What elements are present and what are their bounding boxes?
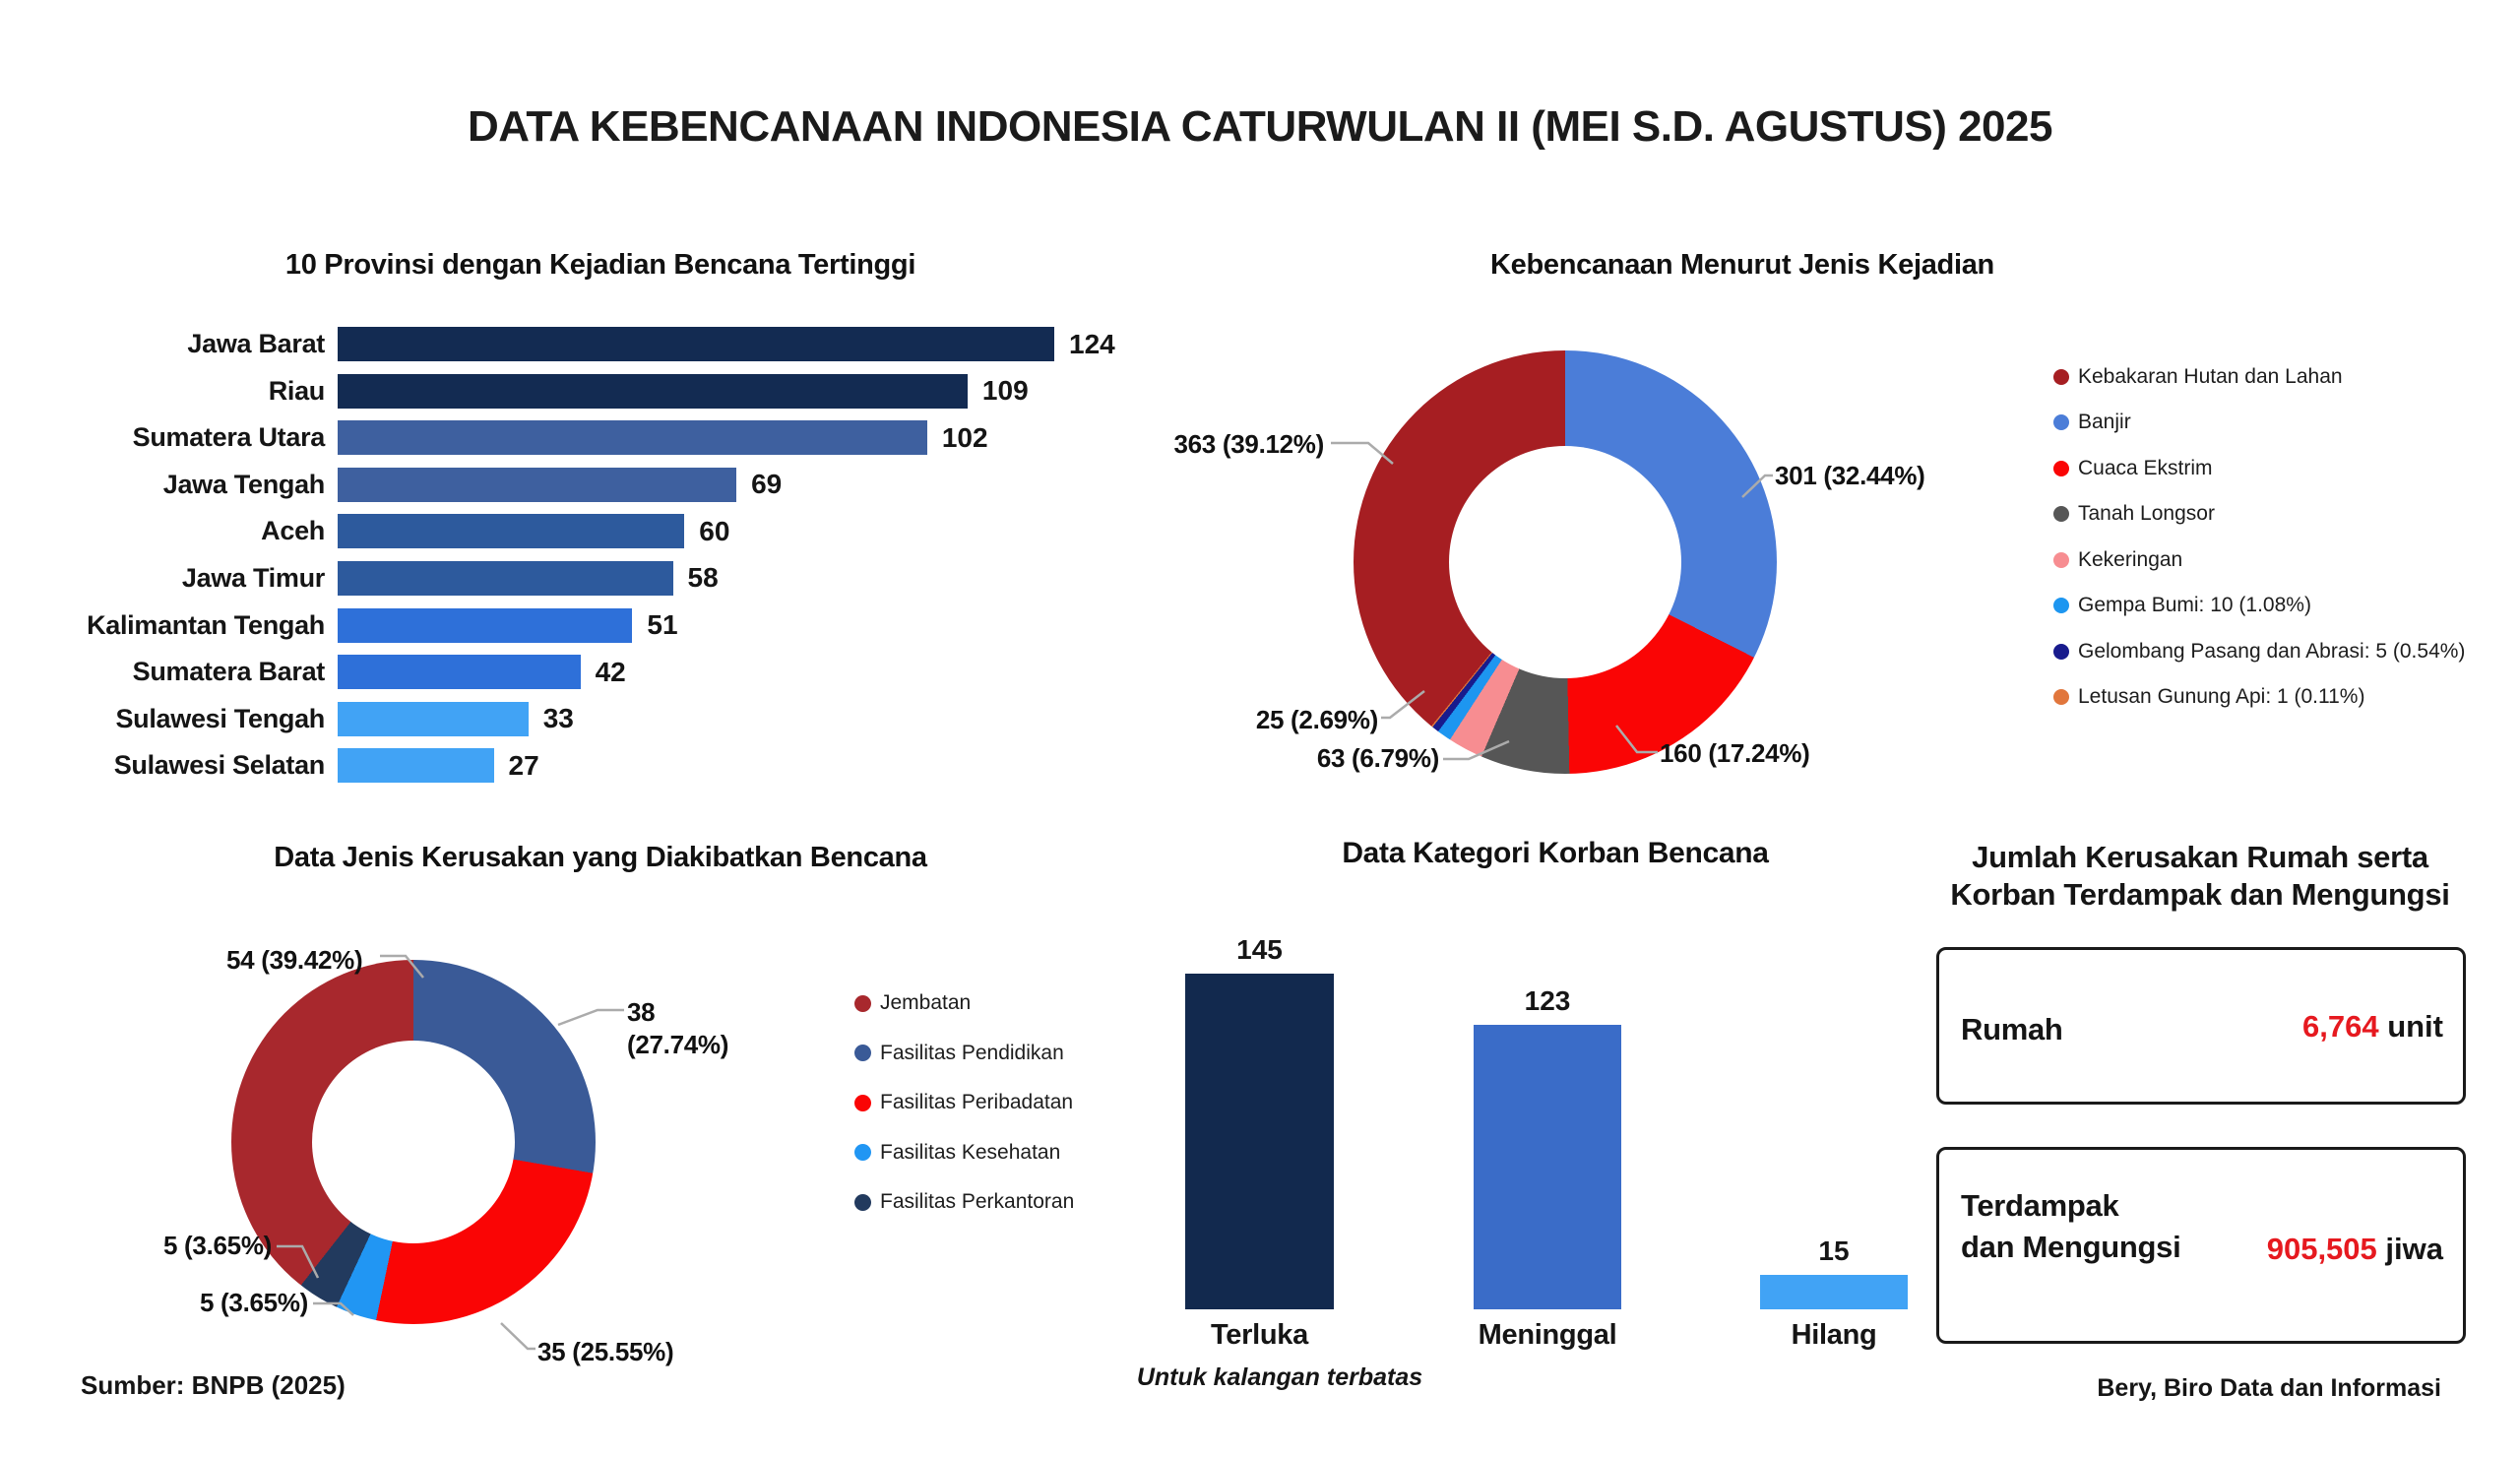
bar-row	[84, 327, 1166, 361]
bar	[338, 561, 673, 596]
bar	[338, 514, 684, 548]
legend-item	[2053, 549, 2465, 570]
bar-value-label: 42	[595, 656, 626, 687]
legend-label: Fasilitas Pendidikan	[880, 1041, 1064, 1064]
legend-label: Fasilitas Kesehatan	[880, 1140, 1061, 1164]
bar	[338, 748, 494, 783]
legend-dot-icon	[2053, 552, 2069, 568]
callout-cuaca-ekstrim: 160 (17.24%)	[1660, 738, 1810, 768]
bar-category-label: Hilang	[1791, 1319, 1877, 1351]
legend-dot-icon	[854, 1095, 871, 1111]
summary-terdampak-label	[1961, 1185, 2180, 1268]
terdampak-label-line1: Terdampak	[1961, 1188, 2119, 1223]
bar-category-label: Terluka	[1211, 1319, 1308, 1351]
bar	[338, 702, 529, 736]
incident-donut-legend	[2053, 366, 2465, 732]
bar-category-label: Kalimantan Tengah	[87, 609, 325, 640]
legend-item	[854, 1043, 1074, 1064]
bar-category-label: Sumatera Utara	[132, 422, 325, 453]
legend-item	[854, 1092, 1074, 1113]
callout-pendidikan	[627, 996, 728, 1061]
victims-chart-title: Data Kategori Korban Bencana	[1342, 837, 1769, 869]
legend-dot-icon	[2053, 506, 2069, 522]
bar-value-label: 102	[941, 421, 988, 453]
legend-item	[854, 1191, 1074, 1213]
legend-dot-icon	[2053, 414, 2069, 430]
legend-label: Banjir	[2078, 411, 2131, 433]
bar	[338, 655, 581, 689]
legend-item	[854, 1142, 1074, 1164]
callout-kebakaran: 363 (39.12%)	[1173, 429, 1324, 459]
bar-row	[84, 561, 1166, 596]
bar-chart-victims	[1162, 930, 1939, 1359]
legend-dot-icon	[2053, 369, 2069, 385]
bar-value-label: 58	[687, 562, 719, 594]
summary-rumah-label: Rumah	[1961, 1012, 2063, 1046]
legend-dot-icon	[854, 1144, 871, 1161]
bar-value-label: 15	[1818, 1235, 1850, 1266]
bar-category-label: Jawa Timur	[181, 562, 325, 593]
legend-label: Fasilitas Peribadatan	[880, 1091, 1074, 1113]
rumah-unit: unit	[2387, 1009, 2443, 1044]
bar-row	[84, 514, 1166, 548]
bar-category-label: Sulawesi Selatan	[113, 750, 325, 781]
callout-kekeringan: 25 (2.69%)	[1255, 705, 1378, 734]
bar-value-label: 109	[981, 375, 1029, 407]
terdampak-unit: jiwa	[2385, 1232, 2443, 1266]
bar	[338, 327, 1054, 361]
bar-category-label: Meninggal	[1478, 1319, 1617, 1351]
bar-row	[84, 655, 1166, 689]
footer-confidential-note: Untuk kalangan terbatas	[1136, 1363, 1423, 1391]
bar-category-label: Sumatera Barat	[132, 657, 325, 687]
legend-dot-icon	[2053, 644, 2069, 660]
footer-credit: Bery, Biro Data dan Informasi	[2097, 1374, 2441, 1402]
bar-value-label: 51	[647, 609, 678, 641]
legend-item	[2053, 687, 2465, 708]
callout-tanah-longsor: 63 (6.79%)	[1316, 743, 1439, 773]
incident-donut-title: Kebencanaan Menurut Jenis Kejadian	[1490, 249, 1994, 281]
legend-dot-icon	[854, 995, 871, 1012]
summary-box-rumah	[1936, 947, 2466, 1105]
bar	[338, 420, 927, 455]
summary-title-line1: Jumlah Kerusakan Rumah serta	[1972, 840, 2428, 874]
legend-dot-icon	[854, 1045, 871, 1061]
bar-category-label: Jawa Barat	[187, 329, 325, 358]
legend-dot-icon	[2053, 689, 2069, 705]
page-title: DATA KEBENCANAAN INDONESIA CATURWULAN II (MEI S.D. AGUSTUS) 2025	[468, 102, 2052, 151]
bar	[1760, 1275, 1908, 1309]
provinces-chart-title: 10 Provinsi dengan Kejadian Bencana Tertinggi	[284, 249, 916, 281]
donut-chart-incident-types	[1354, 350, 1777, 774]
callout-jembatan: 54 (39.42%)	[226, 945, 363, 975]
legend-label: Gempa Bumi: 10 (1.08%)	[2078, 594, 2311, 616]
footer-source: Sumber: BNPB (2025)	[81, 1370, 346, 1400]
bar	[1185, 974, 1334, 1309]
summary-title	[1944, 839, 2456, 915]
callout-perkantoran: 5 (3.65%)	[162, 1231, 272, 1260]
bar-value-label: 69	[751, 469, 783, 500]
legend-item	[2053, 641, 2465, 662]
legend-dot-icon	[2053, 598, 2069, 613]
bar-value-label: 27	[508, 749, 539, 781]
legend-label: Tanah Longsor	[2078, 502, 2215, 525]
bar-row	[84, 420, 1166, 455]
legend-item	[2053, 366, 2465, 387]
terdampak-number: 905,505	[2266, 1232, 2377, 1266]
bar	[1474, 1025, 1621, 1309]
bar-value-label: 123	[1524, 984, 1571, 1016]
legend-item	[854, 992, 1074, 1014]
bar	[338, 468, 736, 502]
bar-category-label: Aceh	[261, 516, 325, 546]
bar-row	[84, 608, 1166, 643]
legend-dot-icon	[854, 1194, 871, 1211]
legend-item	[2053, 504, 2465, 525]
damage-donut-title: Data Jenis Kerusakan yang Diakibatkan Bencana	[274, 842, 927, 873]
legend-item	[2053, 458, 2465, 478]
callout-pendidikan-pct: (27.74%)	[627, 1030, 729, 1059]
callout-kesehatan: 5 (3.65%)	[199, 1288, 308, 1317]
summary-title-line2: Korban Terdampak dan Mengungsi	[1950, 877, 2450, 913]
legend-label: Gelombang Pasang dan Abrasi: 5 (0.54%)	[2078, 639, 2466, 663]
bar-value-label: 124	[1069, 328, 1115, 359]
donut-hole	[312, 1041, 515, 1243]
rumah-number: 6,764	[2301, 1009, 2379, 1044]
legend-item	[2053, 412, 2465, 433]
legend-item	[2053, 596, 2465, 616]
callout-peribadatan: 35 (25.55%)	[537, 1337, 674, 1366]
bar-row	[84, 468, 1166, 502]
terdampak-label-line2: dan Mengungsi	[1961, 1229, 2181, 1264]
summary-box-terdampak	[1936, 1147, 2466, 1344]
legend-dot-icon	[2053, 461, 2069, 476]
bar-category-label: Riau	[268, 375, 325, 406]
legend-label: Jembatan	[880, 991, 972, 1014]
bar-category-label: Jawa Tengah	[162, 469, 325, 499]
bar-row	[84, 702, 1166, 736]
legend-label: Kekeringan	[2078, 547, 2183, 571]
bar-row	[84, 374, 1166, 409]
bar-chart-provinces	[84, 327, 1166, 795]
legend-label: Letusan Gunung Api: 1 (0.11%)	[2078, 685, 2365, 708]
summary-terdampak-value	[2267, 1232, 2443, 1267]
damage-donut-legend	[854, 992, 1074, 1241]
legend-label: Cuaca Ekstrim	[2078, 456, 2213, 479]
bar	[338, 374, 968, 409]
bar-row	[84, 748, 1166, 783]
donut-chart-damage-types	[231, 960, 596, 1324]
bar	[338, 608, 632, 643]
legend-label: Kebakaran Hutan dan Lahan	[2078, 364, 2343, 388]
callout-banjir: 301 (32.44%)	[1775, 461, 1925, 490]
bar-value-label: 145	[1236, 934, 1283, 965]
bar-value-label: 33	[542, 703, 574, 734]
legend-label: Fasilitas Perkantoran	[880, 1190, 1075, 1213]
summary-rumah-value	[2302, 1009, 2443, 1045]
donut-hole	[1449, 446, 1681, 678]
bar-category-label: Sulawesi Tengah	[115, 703, 325, 733]
callout-pendidikan-value: 38	[627, 997, 656, 1027]
bar-value-label: 60	[699, 515, 730, 546]
